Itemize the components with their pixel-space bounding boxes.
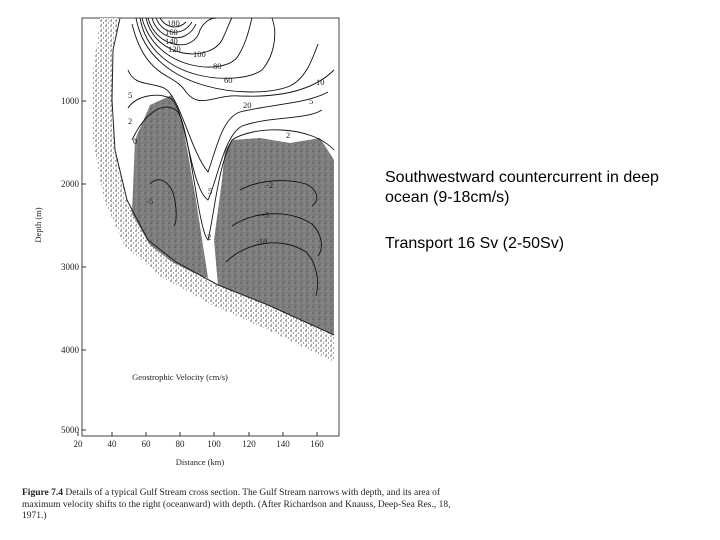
x-axis-label: Distance (km) [175,457,225,467]
x-tick-100: 100 [207,439,221,449]
y-axis-label: Depth (m) [33,207,43,243]
contour-label-5-east: 5 [309,96,314,106]
y-tick-5000: 5000 [61,425,79,435]
contour-label-neg5-west: -5 [146,196,154,206]
contour-label-2-east: 2 [286,130,291,140]
y-tick-2000: 2000 [61,179,79,189]
contour-label-20: 20 [243,100,252,110]
contour-label-5-trough: 5 [208,186,213,196]
x-tick-20: 20 [73,439,83,449]
contour-label-2-trough: 2 [207,232,212,242]
y-tick-1000: 1000 [61,96,79,106]
contour-label-neg5-east: -5 [262,210,270,220]
y-tick-3000: 3000 [61,262,79,272]
contour-label-0: 0 [133,136,138,146]
contour-label-60: 60 [224,75,233,85]
x-tick-40: 40 [107,439,117,449]
contour-label-140: 140 [165,36,178,46]
geostrophic-velocity-label: Geostrophic Velocity (cm/s) [132,372,228,382]
contour-label-neg2: -2 [266,180,274,190]
figure-number: Figure 7.4 [22,488,63,498]
x-tick-160: 160 [310,439,324,449]
contour-label-100: 100 [193,49,206,59]
x-tick-80: 80 [175,439,185,449]
x-axis [74,432,325,467]
contour-label-180: 180 [167,18,180,28]
y-axis [33,96,86,435]
contour-label-5-west: 5 [128,90,133,100]
x-tick-60: 60 [141,439,151,449]
x-tick-140: 140 [276,439,290,449]
contour-label-120: 120 [168,44,181,54]
contour-label-80: 80 [213,61,222,71]
figure-caption [22,488,462,523]
contour-label-2-west: 2 [128,116,133,126]
contour-label-10: 10 [316,77,325,87]
y-tick-4000: 4000 [61,345,79,355]
contour-label-neg10: -10 [256,236,268,246]
transport-note: Transport 16 Sv (2-50Sv) [385,235,565,252]
countercurrent-note: Southwestward countercurrent in deep ocean (9-18cm/s) [385,169,659,206]
caption-text: Details of a typical Gulf Stream cross section. The Gulf Stream narrows with depth, and its area of maximum velocity shifts to the right (oceanward) with depth. (After Richardson and Knauss, Deep-Sea Res., 18, 1971.) [22,488,451,521]
x-tick-120: 120 [242,439,256,449]
contour-label-160: 160 [165,27,178,37]
